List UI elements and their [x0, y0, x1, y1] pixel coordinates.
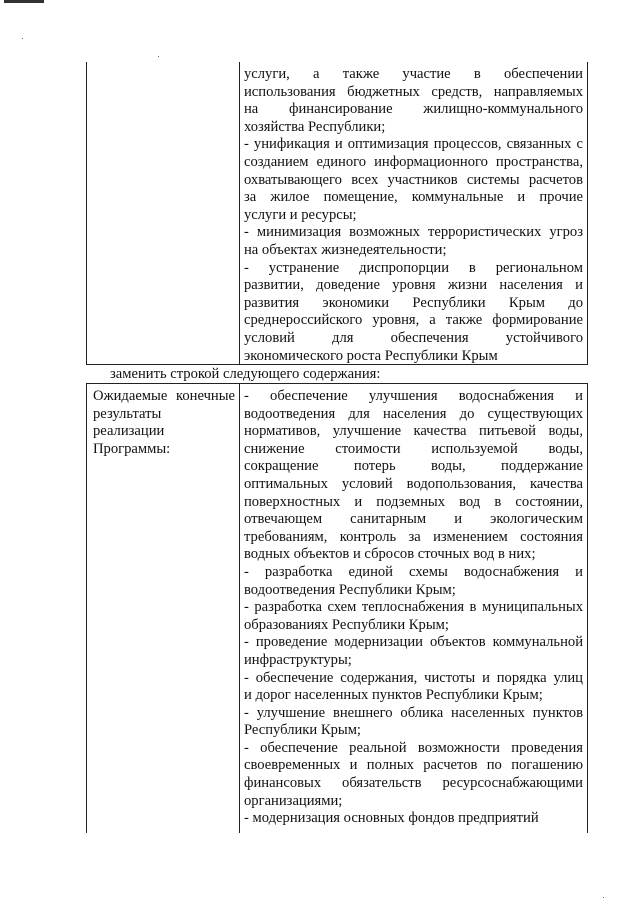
top-text-line: - унификация и оптимизация процессов, связанных с — [244, 136, 583, 153]
bottom-text-line: сокращение потерь воды, поддержание — [244, 458, 583, 475]
top-text-line: охватывающего всех участников системы расчетов — [244, 171, 583, 188]
top-table-left-cell — [87, 62, 240, 364]
bottom-text-line: организациями; — [244, 792, 343, 809]
bottom-text-line: водоотведения для населения до существующих — [244, 405, 583, 422]
bottom-text-line: - улучшение внешнего облика населенных пунктов — [244, 704, 583, 721]
scan-speck — [22, 38, 23, 39]
top-table-right-cell — [240, 62, 587, 364]
top-table-text — [240, 62, 587, 365]
bottom-text-line: - обеспечение реальной возможности проведения — [244, 739, 583, 756]
bottom-text-line: своевременных и полных расчетов по погашению — [244, 757, 583, 774]
top-text-line: условий для обеспечения устойчивого — [244, 329, 583, 346]
bottom-text-line: - обеспечение улучшения водоснабжения и — [244, 388, 583, 404]
bottom-text-line: финансовых обязательств ресурсоснабжающими — [244, 775, 583, 792]
bottom-text-line: оптимальных условий водопользования, качества — [244, 475, 583, 492]
top-table — [86, 62, 588, 365]
top-text-line: - минимизация возможных террористических угроз — [244, 224, 583, 241]
bottom-table-left-cell — [87, 384, 240, 833]
top-text-line: использования бюджетных средств, направляемых — [244, 83, 583, 100]
label-line: реализации — [93, 423, 165, 440]
bottom-text-line: инфраструктуры; — [244, 651, 352, 668]
bottom-text-line: снижение стоимости используемой воды, — [244, 440, 583, 457]
top-text-line: развития экономики Республики Крым до — [244, 294, 583, 311]
top-text-line: услуги, а также участие в обеспечении — [244, 66, 583, 82]
bottom-text-line: Республики Крым; — [244, 722, 361, 739]
label-line: Программы: — [93, 440, 171, 457]
bottom-text-line: отвечающем санитарным и экологическим — [244, 511, 583, 528]
bottom-text-line: и дорог населенных пунктов Республики Крым; — [244, 687, 543, 704]
bottom-text-line: поверхностных и подземных вод в состоянии, — [244, 493, 583, 510]
top-text-line: услуги и ресурсы; — [244, 206, 357, 223]
top-text-line: - устранение диспропорции в региональном — [244, 259, 583, 276]
bottom-text-line: нормативов, улучшение качества питьевой воды, — [244, 423, 583, 440]
label-line: результаты — [93, 405, 162, 422]
bottom-text-line: - разработка единой схемы водоснабжения и — [244, 563, 583, 580]
top-text-line: созданием единого информационного пространства, — [244, 153, 583, 170]
bottom-text-line: - обеспечение содержания, чистоты и порядка улиц — [244, 669, 583, 686]
bottom-text-line: требованиям, контроль за изменением состояния — [244, 528, 583, 545]
bottom-text-line: водоотведения Республики Крым; — [244, 581, 456, 598]
scan-speck — [158, 56, 159, 57]
bottom-table-right-cell — [240, 384, 587, 833]
top-text-line: на финансирование жилищно-коммунального — [244, 101, 583, 118]
bottom-table — [86, 383, 588, 833]
expected-results-text — [240, 384, 587, 828]
bottom-text-line: образованиях Республики Крым; — [244, 616, 449, 633]
expected-results-label — [87, 384, 239, 458]
top-text-line: за жилое помещение, коммунальные и прочие — [244, 189, 583, 206]
bottom-text-line: - модернизация основных фондов предприятий — [244, 810, 539, 827]
bottom-text-line: - разработка схем теплоснабжения в муниципальных — [244, 599, 583, 616]
bottom-text-line: водных объектов и сбросов сточных вод в них; — [244, 546, 536, 563]
top-text-line: развитии, доведение уровня жизни населения и — [244, 277, 583, 294]
bottom-text-line: - проведение модернизации объектов коммунальной — [244, 634, 583, 651]
scan-speck — [603, 897, 604, 898]
label-line: Ожидаемые конечные — [93, 388, 235, 404]
top-text-line: на объектах жизнедеятельности; — [244, 241, 447, 258]
top-text-line: экономического роста Республики Крым — [244, 347, 498, 364]
top-text-line: среднероссийского уровня, а также формирование — [244, 312, 583, 329]
scan-edge-mark — [4, 0, 44, 3]
top-text-line: хозяйства Республики; — [244, 118, 386, 135]
replacement-instruction: заменить строкой следующего содержания: — [110, 366, 381, 382]
